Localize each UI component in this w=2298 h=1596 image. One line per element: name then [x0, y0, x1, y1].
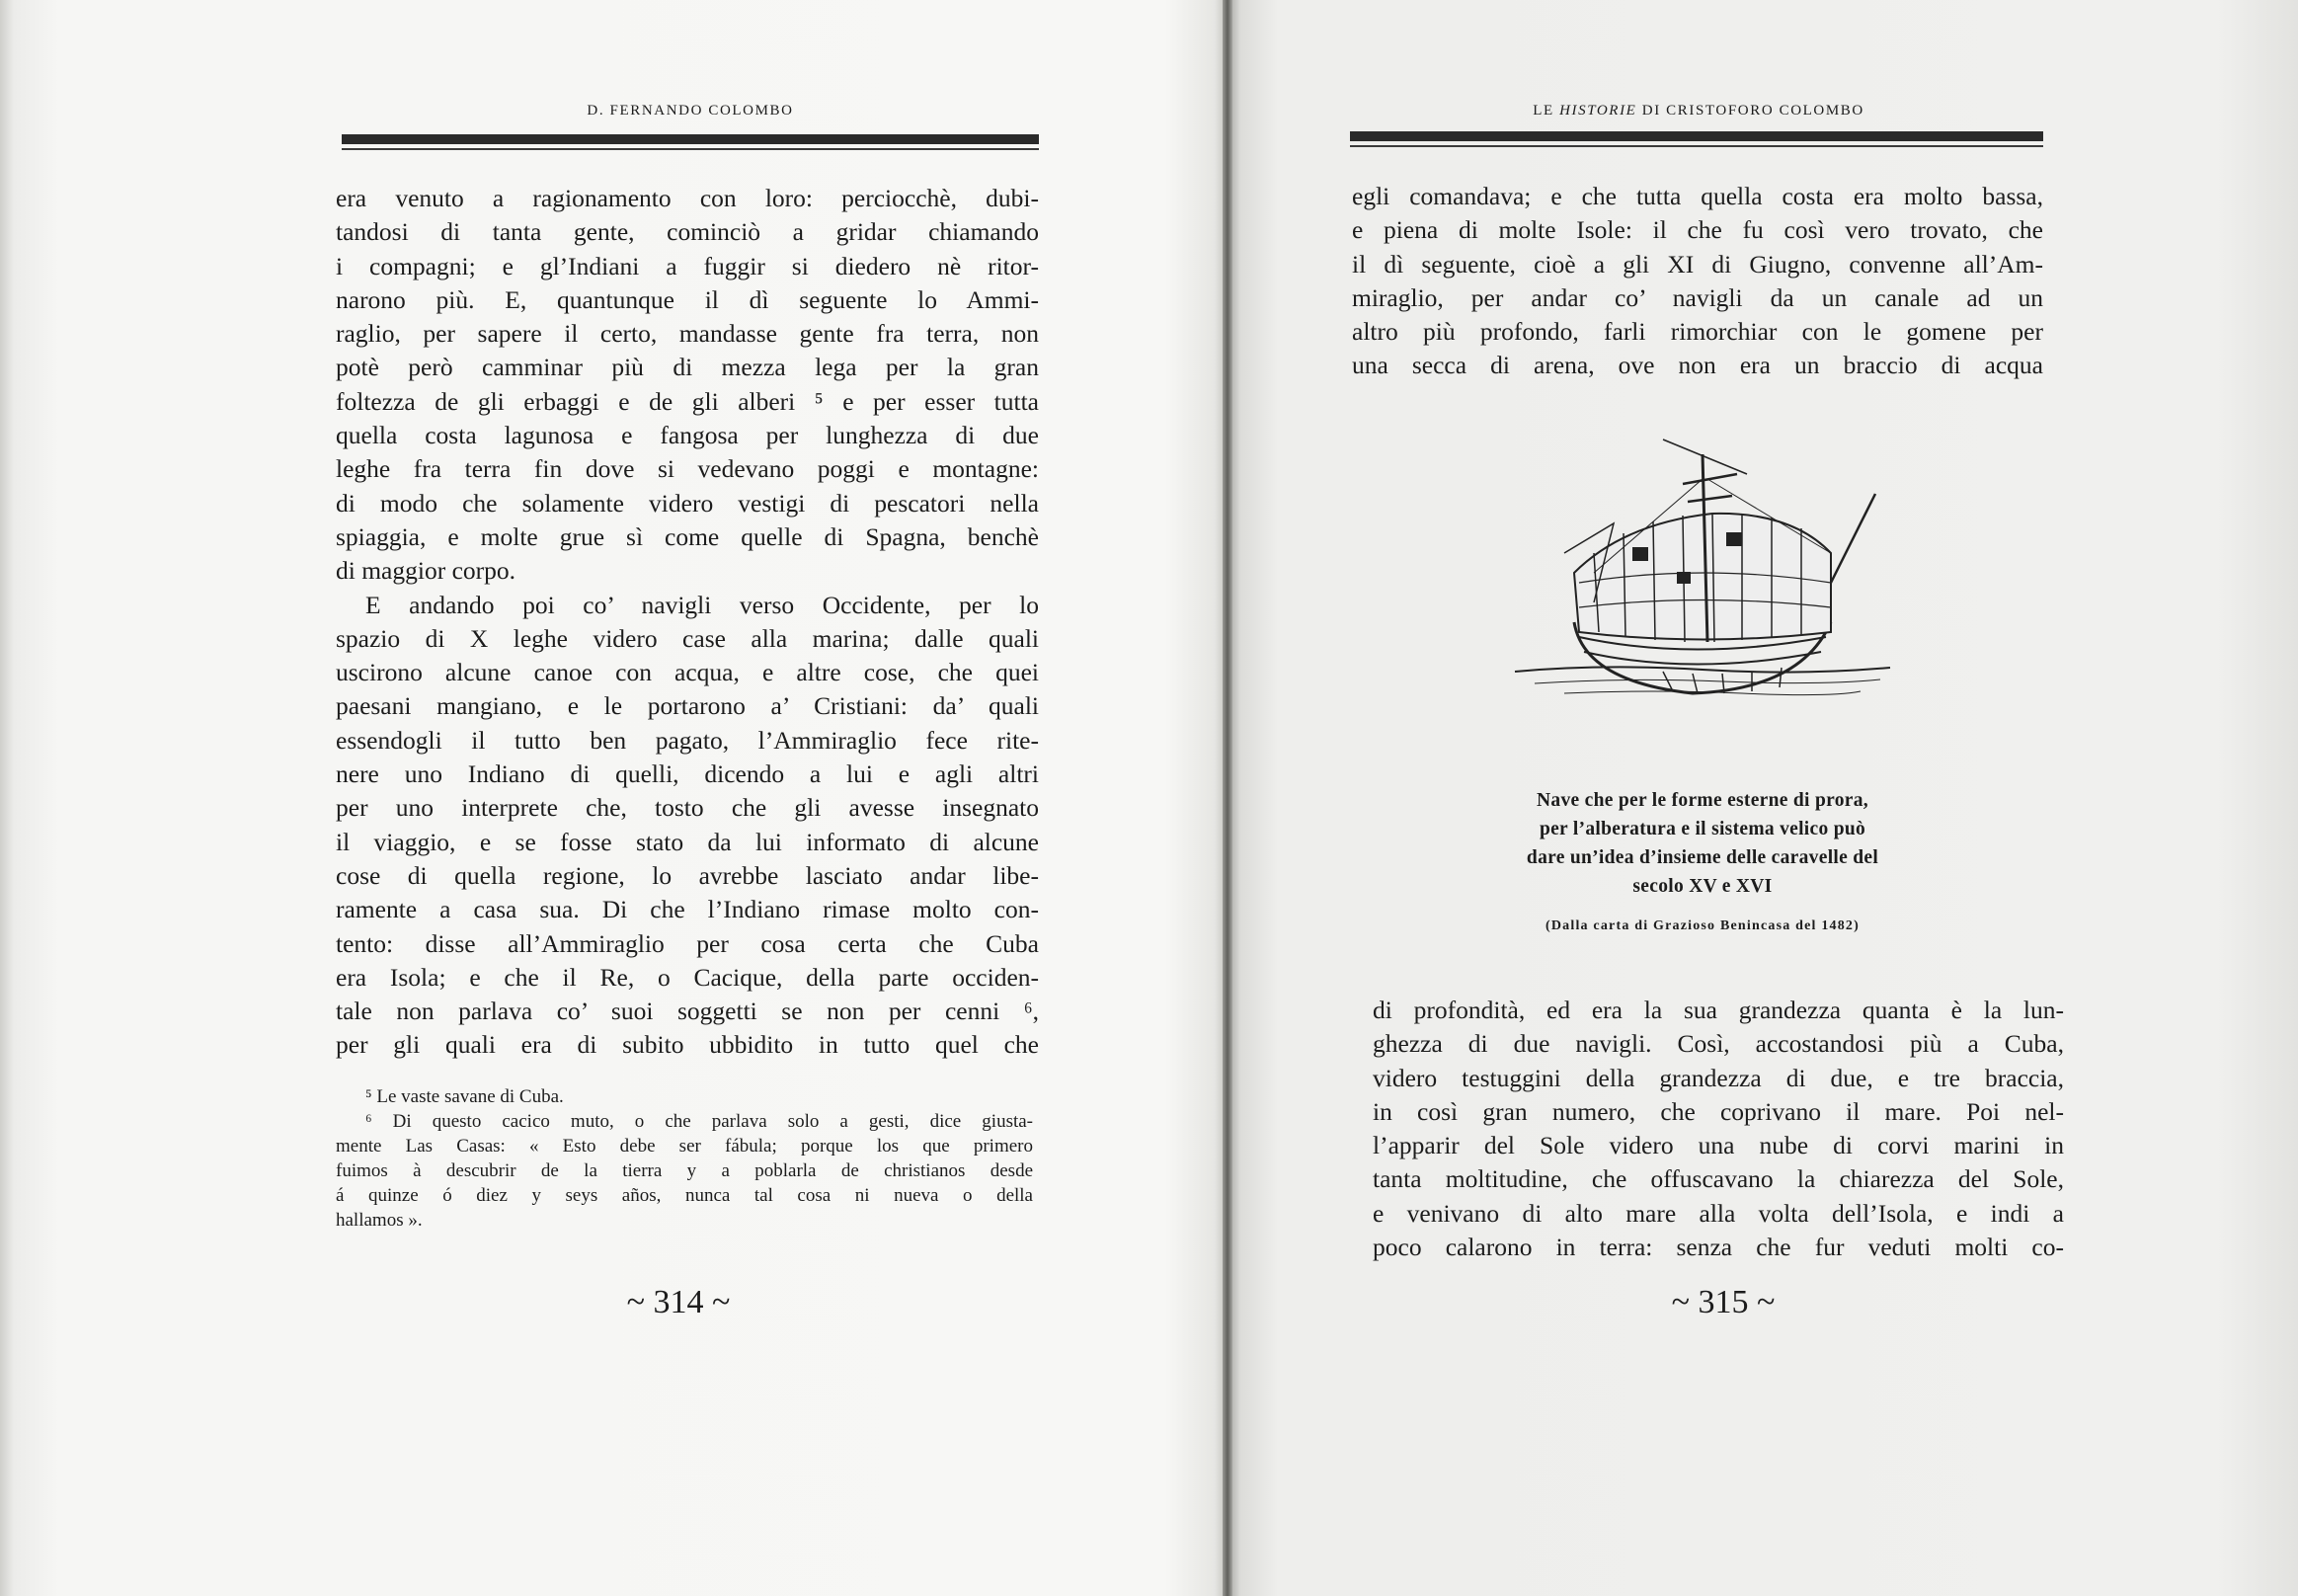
- text-line: leghe fra terra fin dove si vedevano poggi e montagne:: [336, 454, 1039, 484]
- footnote-line: hallamos ».: [336, 1210, 423, 1231]
- text-line: il dì seguente, cioè a gli XI di Giugno, convenne all’Am-: [1352, 249, 2043, 279]
- text-line: ramente a casa sua. Di che l’Indiano rimase molto con-: [336, 895, 1039, 924]
- text-line: tandosi di tanta gente, cominciò a gridar chiamando: [336, 217, 1039, 247]
- text-line: era venuto a ragionamento con loro: perciocchè, dubi-: [336, 184, 1039, 212]
- running-head: [1350, 103, 2047, 120]
- caption-line: Nave che per le forme esterne di prora,: [1537, 790, 1868, 811]
- text-line: narono più. E, quantunque il dì seguente lo Ammi-: [336, 284, 1039, 314]
- text-line: era Isola; e che il Re, o Cacique, della parte occiden-: [336, 962, 1039, 992]
- caption-line: per l’alberatura e il sistema velico può: [1539, 819, 1866, 839]
- page-number: ~ 315 ~: [1671, 1284, 1776, 1320]
- header-rule: [1350, 131, 2043, 141]
- footnotes: [336, 1084, 1033, 1233]
- figure-credit: (Dalla carta di Grazioso Benincasa del 1482): [1545, 918, 1860, 933]
- caption-line: secolo XV e XVI: [1632, 876, 1773, 897]
- figure-caption: [1466, 786, 1940, 901]
- text-line: spiaggia, e molte grue sì come quelle di Spagna, benchè: [336, 521, 1039, 551]
- text-line: tanta moltitudine, che offuscavano la chiarezza del Sole,: [1373, 1164, 2064, 1194]
- text-line: tento: disse all’Ammiraglio per cosa certa che Cuba: [336, 928, 1039, 958]
- text-line: altro più profondo, farli rimorchiar con le gomene per: [1352, 317, 2043, 347]
- page-number: ~ 314 ~: [626, 1284, 731, 1320]
- footnote-line: fuimos à descubrir de la tierra y a poblarla de christianos desde: [336, 1160, 1033, 1181]
- text-line: E andando poi co’ navigli verso Occidente, per lo: [365, 590, 1039, 619]
- text-line: potè però camminar più di mezza lega per la gran: [336, 353, 1039, 382]
- ship-illustration: [1505, 435, 1900, 751]
- text-line: cose di quella regione, lo avrebbe lasciato andar libe-: [336, 860, 1039, 890]
- caption-line: dare un’idea d’insieme delle caravelle del: [1526, 847, 1879, 868]
- right-page: [1228, 0, 2298, 1596]
- text-line: foltezza de gli erbaggi e de gli alberi ⁵ e per esser tutta: [336, 386, 1039, 416]
- text-line: egli comandava; e che tutta quella costa era molto bassa,: [1352, 182, 2043, 210]
- text-line: e venivano di alto mare alla volta dell’Isola, e indi a: [1373, 1198, 2064, 1228]
- text-line: essendogli il tutto ben pagato, l’Ammiraglio fece rite-: [336, 725, 1039, 755]
- text-line: spazio di X leghe videro case alla marina; dalle quali: [336, 623, 1039, 653]
- text-line: videro testuggini della grandezza di due, e tre braccia,: [1373, 1063, 2064, 1092]
- footnote-line: á quinze ó diez y seys años, nunca tal cosa ni nueva o della: [336, 1185, 1033, 1206]
- text-line: una secca di arena, ove non era un braccio di acqua: [1352, 351, 2043, 380]
- text-line: tale non parlava co’ suoi soggetti se non per cenni ⁶,: [336, 997, 1039, 1026]
- footnote-line: ⁶ Di questo cacico muto, o che parlava solo a gesti, dice giusta-: [365, 1111, 1033, 1132]
- text-line: miraglio, per andar co’ navigli da un canale ad un: [1352, 282, 2043, 312]
- footnote-line: mente Las Casas: « Esto debe ser fábula; porque los que primero: [336, 1136, 1033, 1157]
- running-head: D. FERNANDO COLOMBO: [587, 103, 794, 119]
- text-line: il viaggio, e se fosse stato da lui informato di alcune: [336, 827, 1039, 856]
- text-line: raglio, per sapere il certo, mandasse gente fra terra, non: [336, 319, 1039, 349]
- footnote-line: ⁵ Le vaste savane di Cuba.: [365, 1086, 564, 1107]
- text-line: quella costa lagunosa e fangosa per lunghezza di due: [336, 421, 1039, 450]
- text-line: in così gran numero, che coprivano il mare. Poi nel-: [1373, 1096, 2064, 1126]
- text-line: di modo che solamente videro vestigi di pescatori nella: [336, 488, 1039, 518]
- text-line: per uno interprete che, tosto che gli avesse insegnato: [336, 793, 1039, 823]
- running-head-post: DI CRISTOFORO COLOMBO: [1636, 103, 1864, 119]
- text-line: poco calarono in terra: senza che fur veduti molti co-: [1373, 1233, 2064, 1262]
- text-line: di profondità, ed era la sua grandezza quanta è la lun-: [1373, 996, 2064, 1024]
- body-text: [336, 182, 1039, 1063]
- text-line: i compagni; e gl’Indiani a fuggir si diedero nè ritor-: [336, 251, 1039, 280]
- text-line: per gli quali era di subito ubbidito in tutto quel che: [336, 1030, 1039, 1060]
- text-line: uscirono alcune canoe con acqua, e altre cose, che quei: [336, 658, 1039, 687]
- book-spine: [1223, 0, 1232, 1596]
- text-line: nere uno Indiano di quelli, dicendo a lui e agli altri: [336, 759, 1039, 789]
- text-line: paesani mangiano, e le portarono a’ Cristiani: da’ quali: [336, 691, 1039, 721]
- body-text-bottom: [1373, 994, 2064, 1264]
- text-line: ghezza di due navigli. Così, accostandosi più a Cuba,: [1373, 1029, 2064, 1059]
- body-text-top: [1352, 180, 2043, 383]
- text-line: l’apparir del Sole videro una nube di corvi marini in: [1373, 1131, 2064, 1160]
- text-line: e piena di molte Isole: il che fu così vero trovato, che: [1352, 215, 2043, 245]
- header-rule: [342, 134, 1039, 144]
- running-head-italic: HISTORIE: [1559, 103, 1637, 119]
- text-line: di maggior corpo.: [336, 556, 515, 586]
- running-head-pre: LE: [1533, 103, 1560, 119]
